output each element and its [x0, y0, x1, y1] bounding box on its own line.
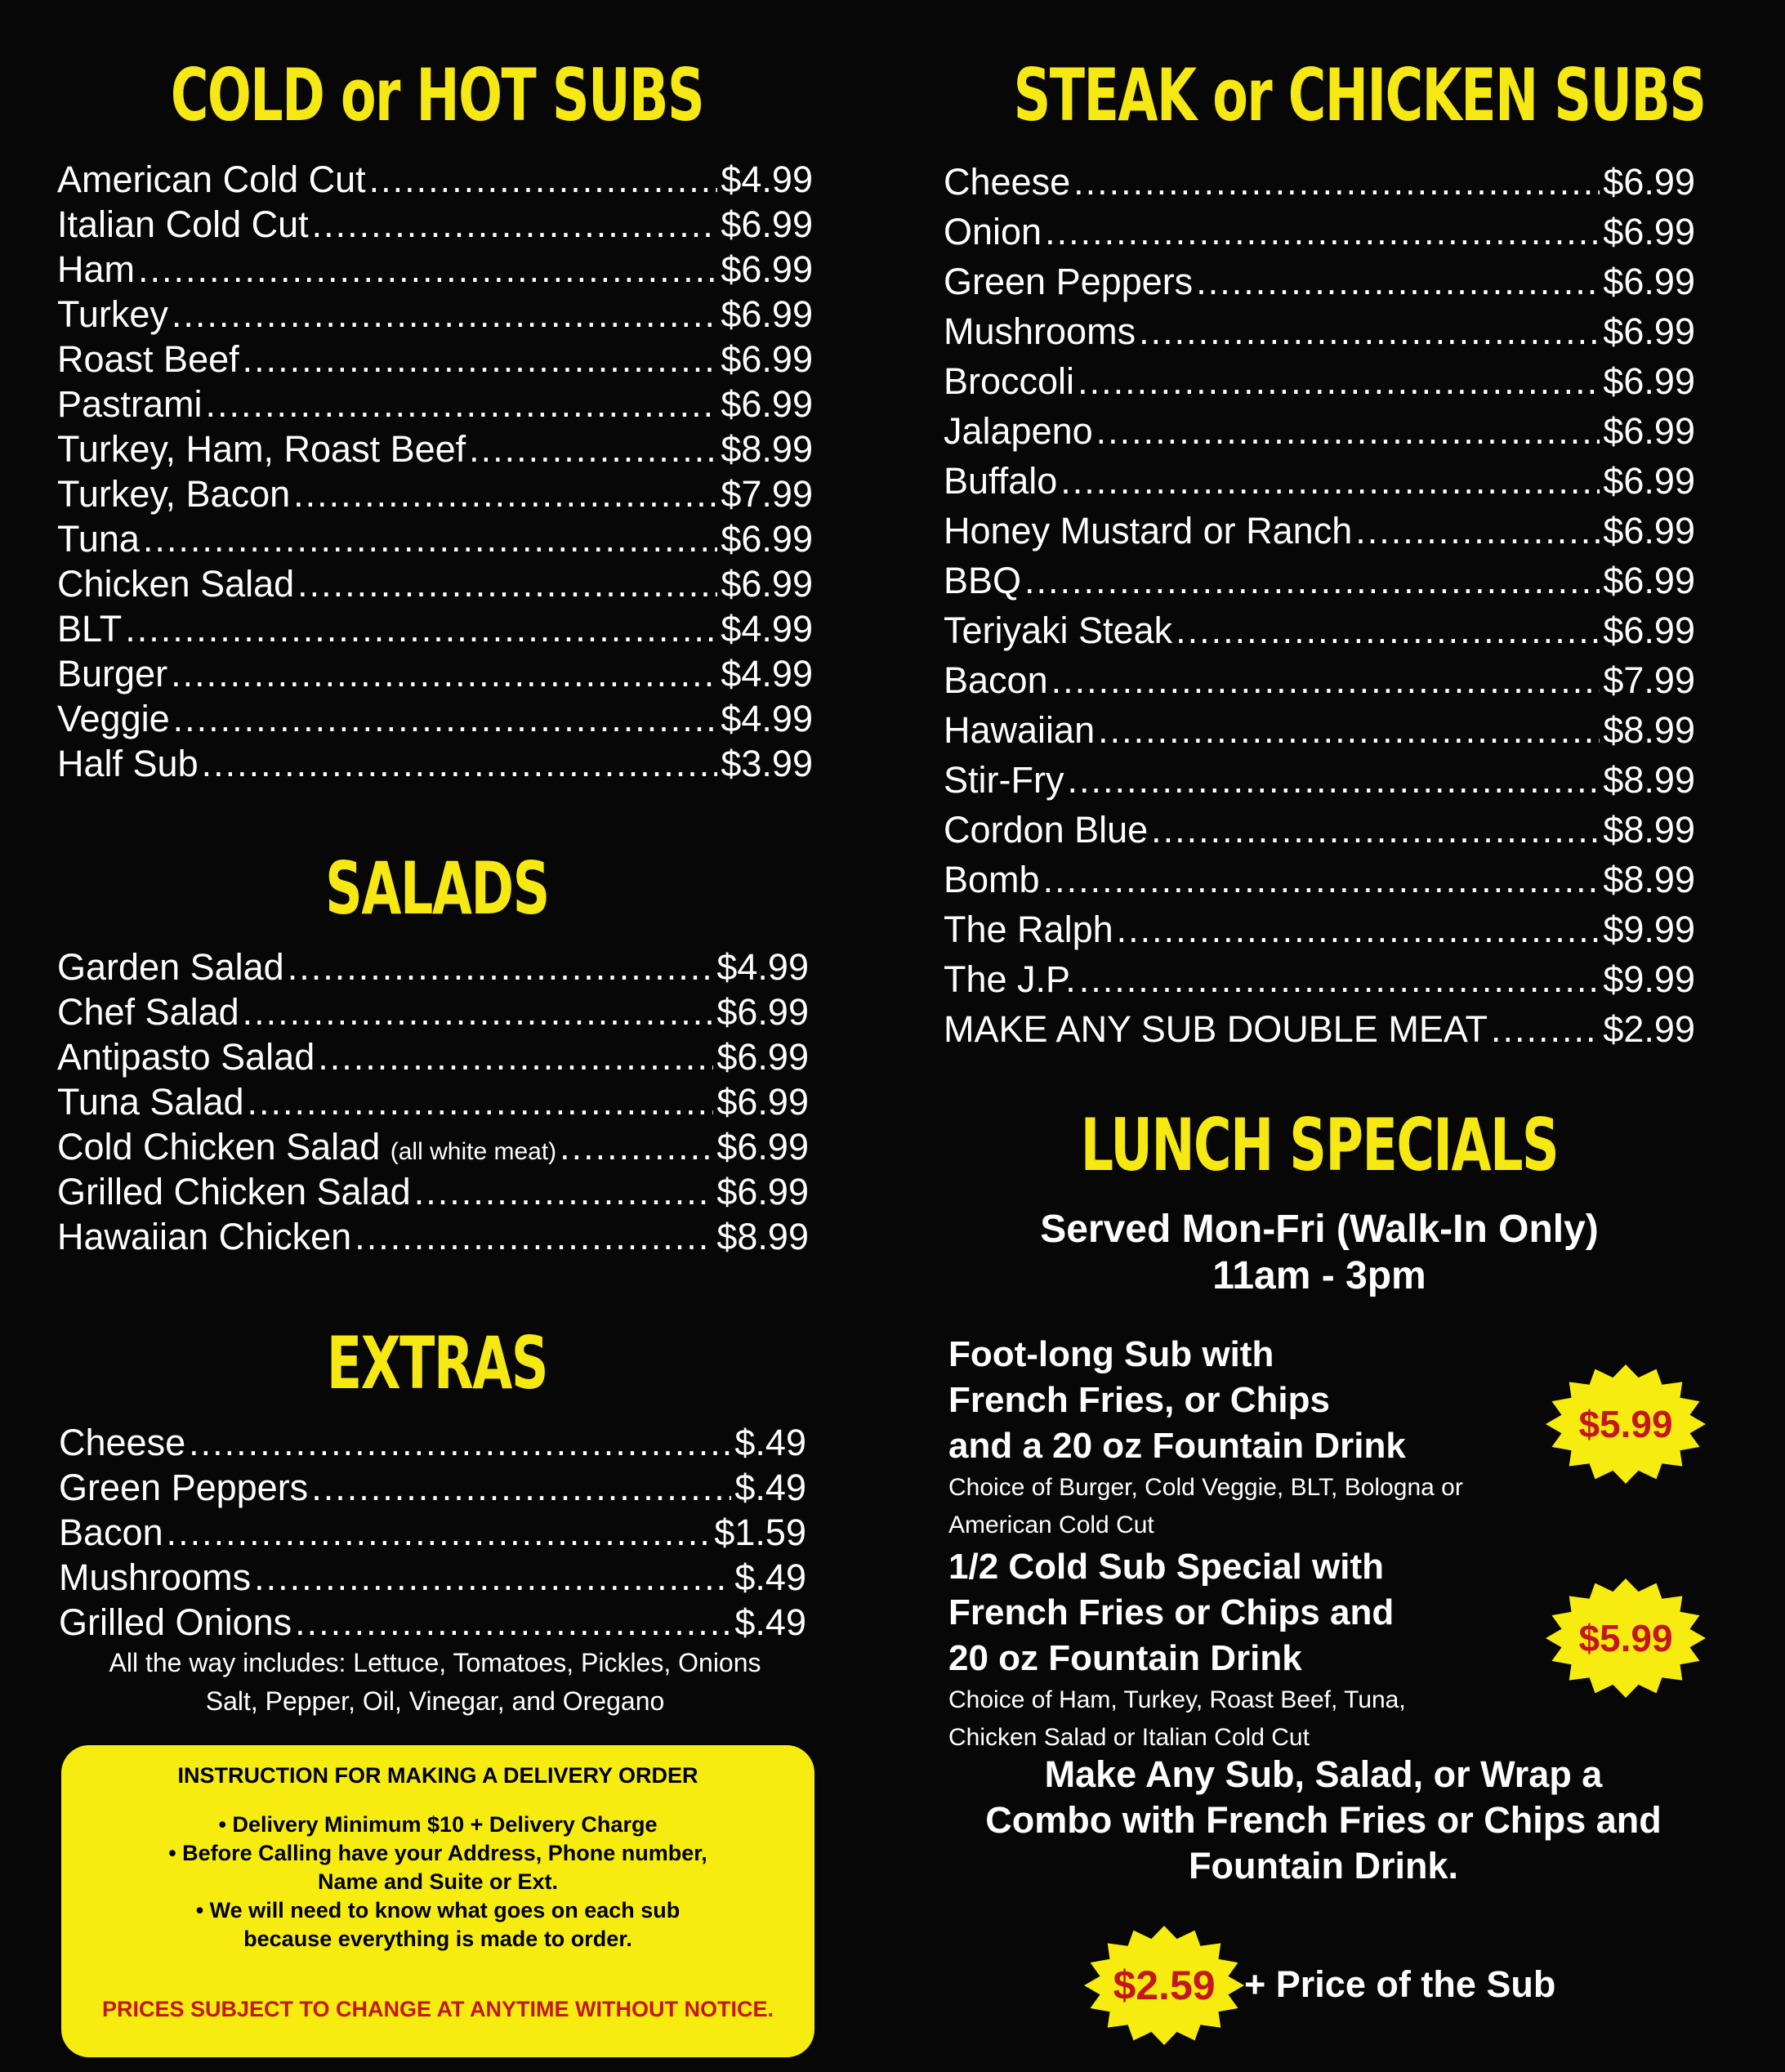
menu-item	[944, 755, 1695, 805]
menu-item-name-text: Honey Mustard or Ranch	[944, 510, 1353, 551]
menu-item-name	[57, 944, 284, 989]
menu-item-name-text: Buffalo	[944, 460, 1058, 502]
menu-item-price: $.49	[734, 1467, 806, 1508]
menu-item	[944, 855, 1695, 904]
dot-leader	[1067, 755, 1600, 805]
menu-item-name-text: Onion	[944, 211, 1042, 252]
dot-leader	[1078, 356, 1600, 406]
dot-leader	[297, 561, 717, 606]
menu-item-name	[57, 741, 199, 786]
menu-item-price: $6.99	[721, 203, 813, 245]
menu-item-name	[57, 426, 466, 471]
dot-leader	[369, 157, 718, 202]
special-choice-line: Choice of Ham, Turkey, Roast Beef, Tuna,	[948, 1686, 1406, 1713]
dot-leader	[171, 651, 717, 696]
menu-item-price: $4.99	[716, 946, 809, 988]
dot-leader	[243, 337, 718, 382]
menu-item-price: $3.99	[721, 743, 813, 784]
steak-chicken-subs-heading: STEAK or CHICKEN SUBS	[1013, 53, 1706, 137]
dot-leader	[125, 606, 717, 651]
menu-item-name	[57, 337, 239, 382]
menu-item	[57, 1169, 809, 1214]
menu-item-name	[57, 606, 122, 651]
menu-item-name	[944, 705, 1095, 755]
menu-item-price: $6.99	[716, 1171, 809, 1212]
menu-item-name	[57, 696, 170, 741]
menu-item	[944, 257, 1695, 306]
dot-leader	[1098, 705, 1600, 755]
combo-text	[944, 1752, 1703, 1889]
menu-item-name-text: Bacon	[59, 1512, 163, 1553]
menu-item-name-text: Turkey, Ham, Roast Beef	[57, 428, 466, 470]
dot-leader	[1355, 506, 1600, 556]
menu-item-name	[944, 805, 1148, 855]
menu-item	[57, 944, 809, 989]
menu-item-name-text: Turkey, Bacon	[57, 473, 291, 515]
menu-item-name	[59, 1465, 308, 1510]
menu-item	[57, 1034, 809, 1079]
dot-leader	[172, 292, 718, 337]
dot-leader	[312, 202, 718, 247]
menu-item-price: $2.99	[1603, 1008, 1695, 1050]
menu-item	[944, 805, 1695, 855]
menu-item-name	[57, 292, 168, 337]
special-choice-line: American Cold Cut	[948, 1512, 1154, 1538]
menu-item-name-text: Garden Salad	[57, 946, 284, 988]
delivery-bullet: • We will need to know what goes on each sub	[195, 1898, 681, 1922]
menu-item-name-text: BLT	[57, 608, 123, 650]
menu-item-name-text: MAKE ANY SUB DOUBLE MEAT	[944, 1008, 1488, 1050]
dot-leader	[254, 1555, 731, 1600]
menu-item	[57, 1214, 809, 1259]
menu-item-name-text: Roast Beef	[57, 338, 239, 380]
dot-leader	[1073, 157, 1600, 207]
menu-item-name	[944, 257, 1193, 306]
menu-item-name-text: Green Peppers	[59, 1467, 309, 1508]
prices-subject-notice: PRICES SUBJECT TO CHANGE AT ANYTIME WITHOUT NOTICE.	[101, 1997, 774, 2021]
menu-item	[57, 202, 813, 247]
menu-item-name-text: Tuna	[57, 518, 140, 560]
menu-item	[944, 356, 1695, 406]
menu-item-name-text: Mushrooms	[59, 1556, 252, 1598]
menu-item-name	[944, 655, 1048, 705]
salads-list	[57, 944, 809, 1259]
special-1-price-burst	[1544, 1363, 1707, 1485]
dot-leader	[1045, 207, 1600, 257]
menu-item-price: $6.99	[1603, 360, 1695, 402]
menu-item	[57, 741, 813, 786]
menu-item-name	[57, 471, 290, 516]
menu-item-name-text: Cordon Blue	[944, 809, 1149, 851]
menu-item-price: $6.99	[1603, 261, 1695, 302]
menu-item	[57, 561, 813, 606]
dot-leader	[560, 1124, 713, 1169]
menu-item	[59, 1600, 806, 1645]
menu-item-name	[57, 561, 294, 606]
menu-item-name	[59, 1600, 292, 1645]
menu-item-name-text: Hawaiian	[944, 709, 1096, 751]
dot-leader	[355, 1214, 713, 1259]
lunch-specials-heading: LUNCH SPECIALS	[1080, 1103, 1559, 1187]
menu-item-name	[57, 989, 239, 1034]
menu-item-name-text: Bacon	[944, 659, 1048, 701]
menu-item-price: $8.99	[721, 428, 813, 470]
combo-price-burst	[1082, 1924, 1246, 2047]
menu-item-name	[59, 1510, 163, 1555]
served-days: Served Mon-Fri (Walk-In Only)	[1040, 1208, 1599, 1251]
menu-item-name-text: Cold Chicken Salad	[57, 1126, 381, 1168]
menu-item-price: $8.99	[1603, 809, 1695, 851]
extras-list	[59, 1420, 806, 1645]
menu-item-price: $9.99	[1603, 958, 1695, 1000]
menu-item-price: $.49	[734, 1556, 806, 1598]
menu-item-name	[944, 605, 1172, 655]
dot-leader	[288, 944, 714, 989]
dot-leader	[311, 1465, 731, 1510]
special-choice-line: Choice of Burger, Cold Veggie, BLT, Bologna or	[948, 1474, 1463, 1501]
menu-item-name	[59, 1420, 185, 1465]
combo-price-suffix: + Price of the Sub	[1244, 1963, 1556, 2005]
menu-item-price: $6.99	[721, 248, 813, 290]
menu-item-price: $6.99	[721, 338, 813, 380]
menu-item-name-text: Broccoli	[944, 360, 1075, 402]
dot-leader	[318, 1034, 713, 1079]
menu-item	[57, 157, 813, 202]
menu-item-price: $6.99	[716, 1126, 809, 1168]
menu-item	[57, 382, 813, 426]
cold-hot-subs-heading: COLD or HOT SUBS	[170, 53, 704, 137]
menu-item-price: $6.99	[721, 383, 813, 425]
menu-item	[57, 1124, 809, 1169]
menu-item	[57, 471, 813, 516]
menu-item-price: $6.99	[1603, 211, 1695, 252]
special-1-price: $5.99	[1578, 1403, 1673, 1445]
menu-item-price: $6.99	[1603, 410, 1695, 452]
combo-line: Fountain Drink.	[1189, 1845, 1458, 1887]
lunch-special-2	[948, 1544, 1569, 1757]
menu-item-name	[57, 1079, 244, 1124]
special-title-line: French Fries, or Chips	[948, 1380, 1330, 1420]
menu-item	[57, 426, 813, 471]
menu-item	[944, 506, 1695, 556]
menu-item-name	[57, 1034, 315, 1079]
menu-item-name-text: Cheese	[59, 1422, 186, 1463]
menu-item-name-text: Green Peppers	[944, 261, 1194, 302]
all-the-way-note-line1: All the way includes: Lettuce, Tomatoes, Pickles, Onions	[109, 1648, 761, 1677]
menu-item-price: $4.99	[721, 159, 813, 200]
dot-leader	[1176, 605, 1600, 655]
menu-item	[944, 655, 1695, 705]
dot-leader	[167, 1510, 712, 1555]
menu-item-price: $7.99	[1603, 659, 1695, 701]
menu-item	[59, 1555, 806, 1600]
menu-item-price: $6.99	[716, 1036, 809, 1078]
menu-item	[57, 1079, 809, 1124]
menu-item	[944, 1004, 1695, 1054]
menu-item-name	[944, 456, 1057, 506]
special-title-line: Foot-long Sub with	[948, 1334, 1274, 1374]
menu-item	[944, 605, 1695, 655]
lunch-special-1	[948, 1332, 1569, 1544]
menu-item-name-text: Chicken Salad	[57, 563, 295, 605]
menu-item-name	[57, 516, 140, 561]
special-title-line: French Fries or Chips and	[948, 1592, 1395, 1632]
dot-leader	[1196, 257, 1600, 306]
delivery-instructions-title: INSTRUCTION FOR MAKING A DELIVERY ORDER	[177, 1763, 698, 1788]
dot-leader	[295, 1600, 731, 1645]
menu-item-name	[944, 506, 1352, 556]
menu-item-name-text: Antipasto Salad	[57, 1036, 315, 1078]
dot-leader	[1060, 456, 1600, 506]
dot-leader	[469, 426, 717, 471]
menu-item-price: $7.99	[721, 473, 813, 515]
dot-leader	[1096, 406, 1600, 456]
cold-hot-subs-list	[57, 157, 813, 786]
menu-item-price: $4.99	[721, 653, 813, 694]
menu-item-name	[944, 157, 1070, 207]
menu-item-name-text: Teriyaki Steak	[944, 610, 1173, 651]
menu-item-name-text: Grilled Chicken Salad	[57, 1171, 411, 1212]
all-the-way-note	[53, 1644, 817, 1721]
menu-item	[944, 306, 1695, 356]
menu-item-name-text: Mushrooms	[944, 310, 1136, 352]
menu-item	[57, 651, 813, 696]
menu-item	[59, 1420, 806, 1465]
menu-item	[944, 705, 1695, 755]
menu-item-name	[57, 202, 309, 247]
menu-item	[944, 406, 1695, 456]
menu-item-name	[944, 207, 1042, 257]
all-the-way-note-line2: Salt, Pepper, Oil, Vinegar, and Oregano	[205, 1686, 665, 1716]
delivery-bullet: Name and Suite or Ext.	[317, 1869, 559, 1894]
menu-item-price: $6.99	[721, 518, 813, 560]
menu-item-price: $.49	[734, 1601, 806, 1643]
dot-leader	[1051, 655, 1600, 705]
dot-leader	[414, 1169, 714, 1214]
menu-item-price: $8.99	[1603, 709, 1695, 751]
dot-leader	[138, 247, 717, 292]
menu-item-name	[944, 904, 1113, 954]
menu-item-name	[944, 755, 1064, 805]
menu-item-name	[944, 356, 1074, 406]
menu-item-price: $6.99	[1603, 460, 1695, 502]
dot-leader	[1139, 306, 1600, 356]
menu-item-price: $6.99	[1603, 610, 1695, 651]
dot-leader	[1491, 1004, 1600, 1054]
menu-item	[944, 556, 1695, 605]
menu-item	[57, 247, 813, 292]
menu-item-name	[57, 247, 135, 292]
menu-item-price: $8.99	[1603, 859, 1695, 900]
delivery-bullet: • Delivery Minimum $10 + Delivery Charge	[218, 1812, 658, 1837]
menu-item-name	[944, 306, 1136, 356]
dot-leader	[1151, 805, 1600, 855]
menu-item-name	[944, 556, 1021, 605]
menu-item-name-text: Grilled Onions	[59, 1601, 292, 1643]
menu-item	[57, 989, 809, 1034]
special-title-line: and a 20 oz Fountain Drink	[948, 1426, 1406, 1466]
dot-leader	[206, 382, 718, 426]
menu-item-price: $9.99	[1603, 909, 1695, 950]
menu-item-price: $6.99	[1603, 510, 1695, 551]
dot-leader	[1117, 904, 1600, 954]
menu-item-name-text: American Cold Cut	[57, 159, 366, 200]
menu-item-name-text: The Ralph	[944, 909, 1113, 950]
menu-item-price: $1.59	[714, 1512, 806, 1553]
menu-item-name-text: Pastrami	[57, 383, 203, 425]
dot-leader	[1024, 556, 1600, 605]
menu-item-name	[57, 651, 167, 696]
menu-item-name	[944, 406, 1093, 456]
menu-item-name-text: Half Sub	[57, 743, 199, 784]
menu-item	[57, 606, 813, 651]
menu-item-name-text: Turkey	[57, 293, 168, 335]
menu-item-price: $4.99	[721, 698, 813, 739]
delivery-instructions-box	[61, 1745, 814, 2057]
menu-item-price: $6.99	[716, 1081, 809, 1123]
combo-line: Combo with French Fries or Chips and	[985, 1799, 1662, 1841]
menu-item-name-text: Stir-Fry	[944, 759, 1064, 801]
menu-item-name-text: Hawaiian Chicken	[57, 1216, 352, 1257]
delivery-bullet: because everything is made to order.	[243, 1927, 632, 1951]
special-2-price-burst	[1544, 1577, 1707, 1699]
menu-item	[944, 456, 1695, 506]
salads-heading: SALADS	[325, 846, 549, 931]
menu-item	[944, 954, 1695, 1004]
menu-item	[944, 904, 1695, 954]
dot-leader	[173, 696, 718, 741]
menu-item-name	[57, 157, 366, 202]
menu-item	[944, 157, 1695, 207]
menu-item-name	[944, 1004, 1488, 1054]
menu-item-name	[57, 382, 203, 426]
menu-item-name-text: Italian Cold Cut	[57, 203, 309, 245]
menu-item-price: $.49	[734, 1422, 806, 1463]
menu-item-name	[57, 1124, 556, 1174]
combo-line: Make Any Sub, Salad, or Wrap a	[1044, 1753, 1603, 1795]
menu-item-price: $6.99	[721, 563, 813, 605]
menu-item-name-text: Ham	[57, 248, 136, 290]
menu-item-price: $6.99	[1603, 161, 1695, 203]
dot-leader	[189, 1420, 731, 1465]
menu-item-price: $4.99	[721, 608, 813, 650]
menu-item-name	[59, 1555, 251, 1600]
menu-item-name-text: Chef Salad	[57, 991, 239, 1033]
served-hours: 11am - 3pm	[1212, 1254, 1426, 1297]
steak-chicken-subs-list	[944, 157, 1695, 1054]
menu-item	[944, 207, 1695, 257]
menu-item-price: $6.99	[1603, 560, 1695, 601]
menu-item-name-text: Veggie	[57, 698, 170, 739]
special-2-price: $5.99	[1578, 1617, 1673, 1659]
dot-leader	[293, 471, 717, 516]
special-choice-line: Chicken Salad or Italian Cold Cut	[948, 1724, 1310, 1751]
menu-item-price: $6.99	[716, 991, 809, 1033]
delivery-bullet: • Before Calling have your Address, Phone number,	[168, 1841, 707, 1865]
dot-leader	[248, 1079, 714, 1124]
extras-heading: EXTRAS	[326, 1321, 548, 1405]
dot-leader	[1079, 954, 1600, 1004]
menu-item	[57, 337, 813, 382]
menu-item	[59, 1465, 806, 1510]
menu-item-note: (all white meat)	[390, 1138, 557, 1165]
menu-item-name-text: The J.P.	[944, 958, 1076, 1000]
combo-price: $2.59	[1113, 1963, 1216, 2008]
special-title-line: 1/2 Cold Sub Special with	[948, 1547, 1384, 1587]
menu-item-name	[944, 855, 1040, 904]
menu-item-price: $8.99	[1603, 759, 1695, 801]
dot-leader	[1043, 855, 1600, 904]
dot-leader	[202, 741, 718, 786]
menu-item-name-text: Cheese	[944, 161, 1071, 203]
menu-item-name-text: Tuna Salad	[57, 1081, 244, 1123]
menu-item	[59, 1510, 806, 1555]
menu-item	[57, 516, 813, 561]
menu-item-price: $8.99	[716, 1216, 809, 1257]
menu-item-price: $6.99	[721, 293, 813, 335]
menu-item-name	[57, 1214, 351, 1259]
menu-item	[57, 696, 813, 741]
dot-leader	[143, 516, 717, 561]
menu-item-name-text: BBQ	[944, 560, 1022, 601]
special-title-line: 20 oz Fountain Drink	[948, 1638, 1302, 1678]
menu-item-price: $6.99	[1603, 310, 1695, 352]
menu-item-name-text: Bomb	[944, 859, 1040, 900]
menu-item-name	[57, 1169, 411, 1214]
menu-item-name	[944, 954, 1076, 1004]
menu-item	[57, 292, 813, 337]
dot-leader	[243, 989, 714, 1034]
delivery-instructions-bullets	[61, 1811, 814, 1954]
menu-item-name-text: Jalapeno	[944, 410, 1093, 452]
menu-item-name-text: Burger	[57, 653, 168, 694]
